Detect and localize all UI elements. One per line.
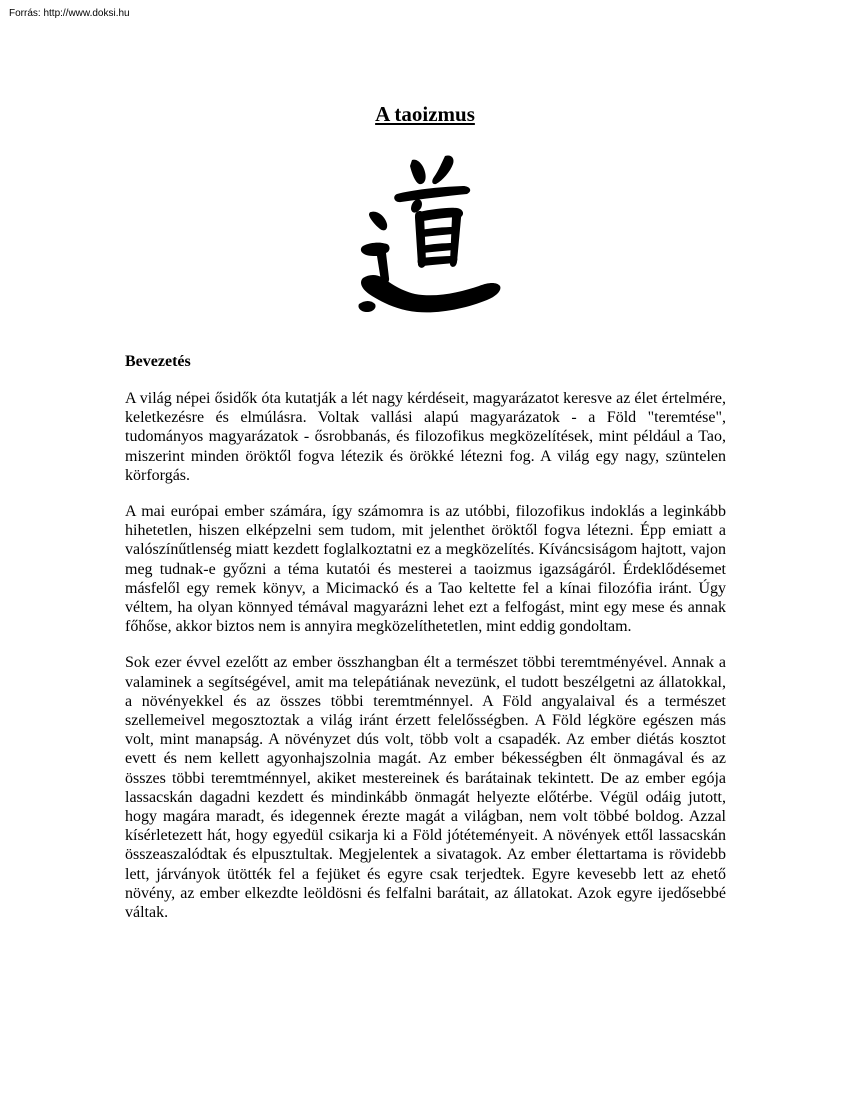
paragraph: A világ népei ősidők óta kutatják a lét nagy kérdéseit, magyarázatot keresve az élet értelmére, keletkezésre és elmúlásra. Voltak vallási alapú magyarázatok - a Föld "teremtése", tudományos magyarázatok - ősrobbanás, és filozofikus megközelítések, mint például a Tao, miszerint minden öröktől fogva létezik és örökké létezni fog. A világ egy nagy, szüntelen körforgás.: [125, 390, 726, 484]
tao-glyph-strokes: [358, 155, 500, 312]
section-heading: Bevezetés: [125, 353, 191, 370]
document-body: [125, 352, 726, 939]
tao-calligraphy-logo: [357, 154, 501, 316]
source-label: Forrás: http://www.doksi.hu: [9, 8, 130, 19]
paragraph: A mai európai ember számára, így számomra is az utóbbi, filozofikus indoklás a leginkább hihetetlen, hiszen elképzelni sem tudom, mit jelenthet öröktől fogva létezni. Épp emiatt a valószínűtlenség miatt kezdett foglalkoztatni ez a megközelítés. Kíváncsiságom hajtott, vajon meg tudnak-e győzni a téma kutatói és mesterei a taoizmus igazságáról. Érdeklődésemet másfelől egy remek könyv, a Micimackó és a Tao keltette fel a kínai filozófia iránt. Úgy véltem, ha olyan könnyed témával magyarázni lehet ezt a felfogást, mint egy mese és annak főhőse, akkor biztos nem is annyira megközelíthetetlen, mint eddig gondoltam.: [125, 503, 726, 636]
page-title: A taoizmus: [375, 102, 475, 126]
paragraph: Sok ezer évvel ezelőtt az ember összhangban élt a természet többi teremtményével. Annak a valaminek a segítségével, amit ma telepátiának nevezünk, el tudott beszélgetni az állatokkal, a növényekkel és az összes többi teremtménnyel. A Föld angyalaival és a természet szellemeivel megosztoztak a világ iránt érzett felelősségben. A Föld légköre egészen más volt, mint manapság. A növényzet dús volt, több volt a csapadék. Az ember diétás kosztot evett és nem kellett agyonhajszolnia magát. Az ember békességben élt önmagával és az összes többi teremtménnyel, akiket mestereinek és barátainak tekintett. De az ember egója lassacskán dagadni kezdett és mindinkább önmagát helyezte előtérbe. Végül odáig jutott, hogy magára maradt, és idegennek érezte magát a világban, nem volt többé boldog. Azzal kísérletezett hát, hogy egyedül csikarja ki a Föld jótéteményeit. A növények ettől lassacskán összeaszalódtak és elpusztultak. Megjelentek a sivatagok. Az ember élettartama is rövidebb lett, járványok ütötték fel a fejüket és egyre csak terjedtek. Egyre kevesebb lett az ehető növény, az ember elkezdte leöldösni és felfalni barátait, az állatokat. Azok egyre ijedősebbé váltak.: [125, 654, 726, 922]
